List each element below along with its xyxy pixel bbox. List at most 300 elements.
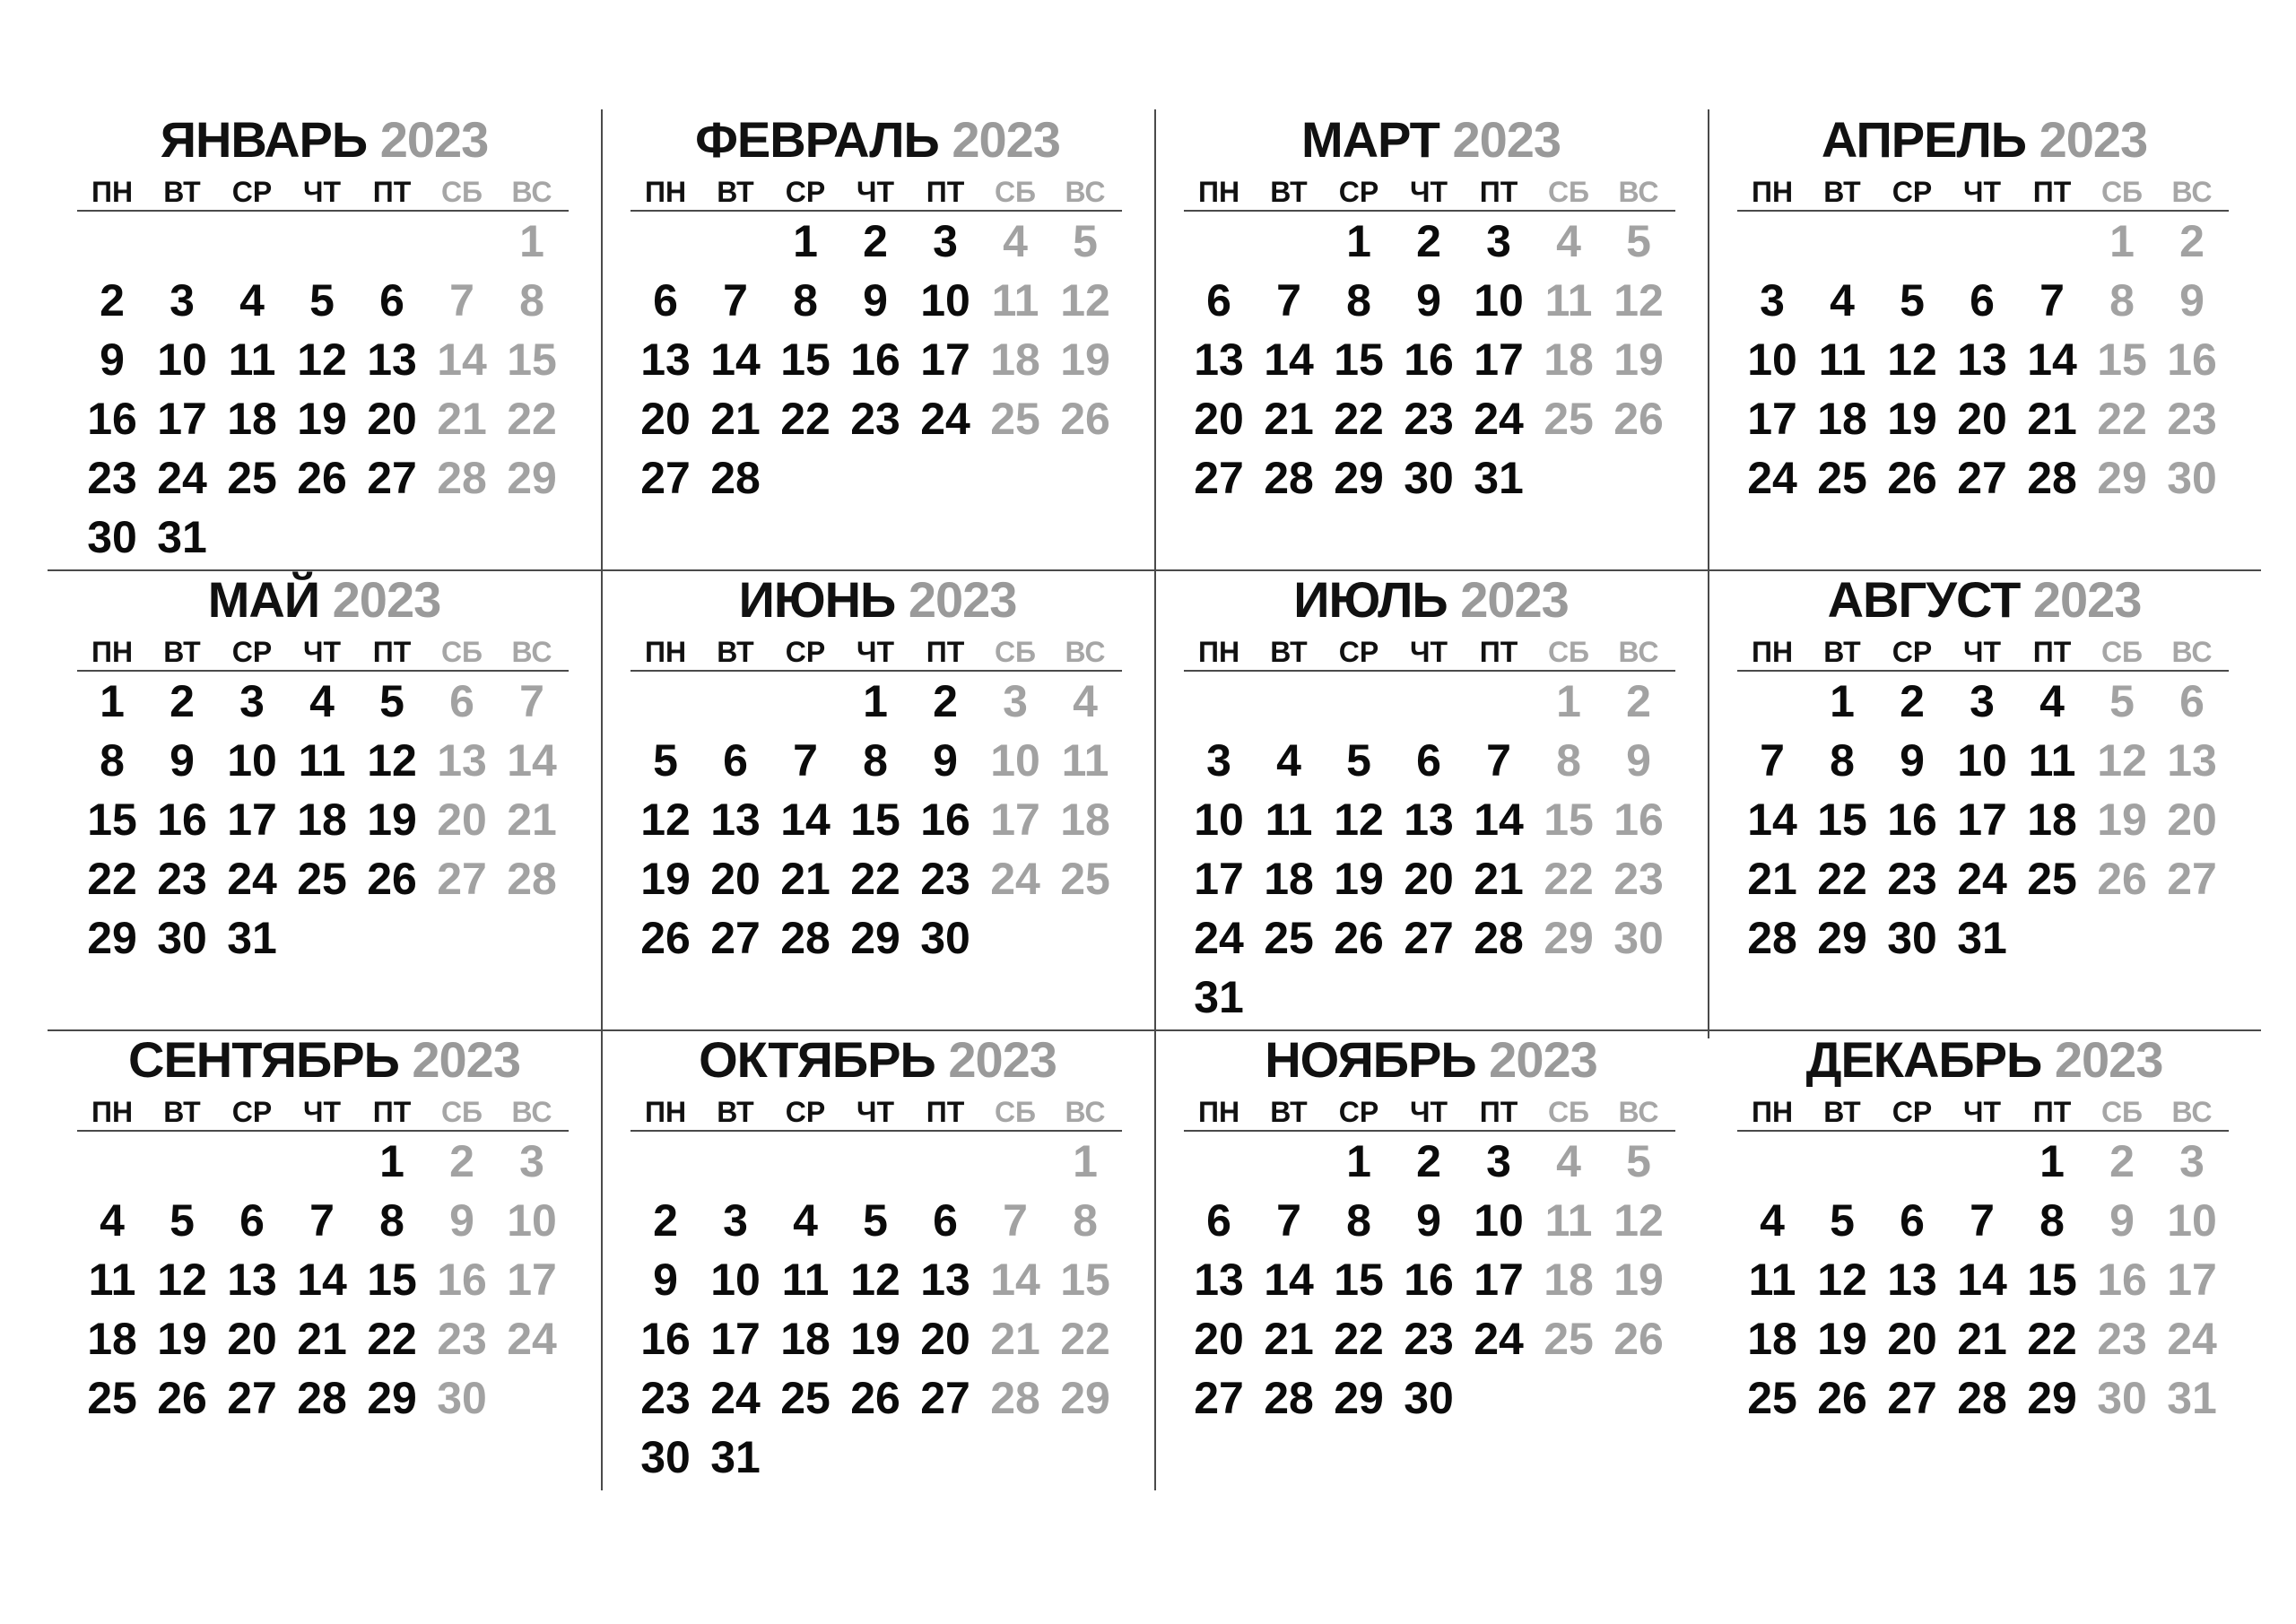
weekday-label: ВТ — [163, 636, 201, 668]
day-cell: 19 — [850, 1314, 900, 1364]
weekday-label: СР — [1892, 176, 1933, 208]
day-cell: 16 — [2167, 334, 2217, 385]
day-cell: 20 — [1957, 394, 2007, 444]
day-cell: 13 — [2167, 735, 2217, 786]
weekday-label: ЧТ — [856, 1096, 895, 1128]
month-name: СЕНТЯБРЬ — [128, 1031, 399, 1088]
weekday-label: ВС — [1618, 636, 1659, 668]
day-cell: 5 — [1830, 1195, 1855, 1246]
day-cell: 7 — [723, 275, 748, 326]
day-cell: 28 — [780, 913, 831, 963]
weekday-label: ПТ — [1479, 1096, 1518, 1128]
day-cell: 19 — [367, 795, 417, 845]
day-cell: 15 — [2027, 1255, 2077, 1305]
day-cell: 28 — [1747, 913, 1797, 963]
day-cell: 28 — [710, 453, 761, 503]
weekday-label: ПН — [1751, 636, 1794, 668]
day-cell: 29 — [367, 1373, 417, 1423]
day-cell: 22 — [2027, 1314, 2077, 1364]
month-year: 2023 — [908, 571, 1017, 628]
day-cell: 24 — [157, 453, 207, 503]
day-cell: 29 — [1544, 913, 1594, 963]
day-cell: 19 — [1613, 1255, 1664, 1305]
day-cell: 5 — [170, 1195, 195, 1246]
month-block — [1154, 109, 1708, 569]
day-cell: 11 — [781, 1255, 830, 1305]
day-cell: 20 — [367, 394, 417, 444]
weekday-label: ПТ — [926, 636, 965, 668]
day-cell: 22 — [850, 854, 900, 904]
day-cell: 23 — [87, 453, 137, 503]
day-cell: 21 — [1264, 394, 1314, 444]
day-cell: 14 — [1264, 1255, 1314, 1305]
day-cell: 5 — [1900, 275, 1925, 326]
day-cell: 23 — [640, 1373, 691, 1423]
day-cell: 6 — [239, 1195, 265, 1246]
day-cell: 31 — [1194, 972, 1244, 1022]
day-cell: 2 — [933, 676, 958, 726]
day-cell: 31 — [710, 1432, 761, 1482]
day-cell: 11 — [88, 1255, 136, 1305]
day-cell: 21 — [780, 854, 831, 904]
day-cell: 9 — [933, 735, 958, 786]
day-cell: 25 — [1060, 854, 1110, 904]
day-cell: 12 — [1613, 1195, 1664, 1246]
day-cell: 10 — [1474, 1195, 1524, 1246]
day-cell: 24 — [920, 394, 970, 444]
day-cell: 19 — [297, 394, 347, 444]
month-block — [1708, 1029, 2261, 1489]
day-cell: 24 — [1194, 913, 1244, 963]
day-cell: 5 — [653, 735, 678, 786]
day-cell: 5 — [1626, 216, 1651, 266]
day-cell: 10 — [1957, 735, 2007, 786]
day-cell: 13 — [640, 334, 691, 385]
day-cell: 6 — [1900, 1195, 1925, 1246]
day-cell: 16 — [2097, 1255, 2147, 1305]
day-cell: 25 — [1264, 913, 1314, 963]
day-cell: 15 — [1334, 1255, 1384, 1305]
weekday-label: ЧТ — [1962, 176, 2002, 208]
weekday-label: ПТ — [926, 1096, 965, 1128]
day-cell: 4 — [1073, 676, 1098, 726]
day-cell: 6 — [1206, 275, 1231, 326]
month-block — [601, 109, 1154, 569]
day-cell: 21 — [710, 394, 761, 444]
weekday-label: ВТ — [1270, 1096, 1308, 1128]
day-cell: 3 — [519, 1136, 544, 1186]
month-title — [1154, 569, 1708, 630]
day-cell: 28 — [1264, 1373, 1314, 1423]
day-cell: 24 — [507, 1314, 557, 1364]
weekday-label: ПН — [91, 1096, 134, 1128]
day-cell: 20 — [1404, 854, 1454, 904]
day-cell: 17 — [1474, 1255, 1524, 1305]
day-cell: 13 — [227, 1255, 277, 1305]
day-cell: 18 — [2027, 795, 2077, 845]
day-cell: 31 — [1474, 453, 1524, 503]
day-cell: 10 — [227, 735, 277, 786]
day-cell: 1 — [519, 216, 544, 266]
weekday-label: ВС — [2171, 176, 2213, 208]
weekday-label: СР — [1892, 1096, 1933, 1128]
day-cell: 7 — [793, 735, 818, 786]
day-cell: 18 — [1544, 334, 1594, 385]
day-cell: 27 — [640, 453, 691, 503]
day-cell: 24 — [227, 854, 277, 904]
day-cell: 3 — [1970, 676, 1995, 726]
day-cell: 13 — [1957, 334, 2007, 385]
weekday-label: СБ — [994, 636, 1037, 668]
day-cell: 26 — [1060, 394, 1110, 444]
day-cell: 27 — [2167, 854, 2217, 904]
month-block — [1154, 1029, 1708, 1489]
day-cell: 30 — [87, 512, 137, 562]
day-cell: 4 — [793, 1195, 818, 1246]
day-cell: 18 — [297, 795, 347, 845]
day-cell: 17 — [920, 334, 970, 385]
day-cell: 19 — [1613, 334, 1664, 385]
day-cell: 8 — [1073, 1195, 1098, 1246]
day-cell: 17 — [157, 394, 207, 444]
day-cell: 18 — [1544, 1255, 1594, 1305]
day-cell: 18 — [1060, 795, 1110, 845]
day-cell: 30 — [437, 1373, 487, 1423]
day-cell: 10 — [920, 275, 970, 326]
day-cell: 14 — [710, 334, 761, 385]
day-cell: 1 — [1556, 676, 1581, 726]
day-cell: 3 — [170, 275, 195, 326]
day-cell: 22 — [1334, 1314, 1384, 1364]
weekday-label: ВС — [1065, 636, 1106, 668]
weekday-label: ПН — [1197, 1096, 1240, 1128]
day-cell: 15 — [780, 334, 831, 385]
day-cell: 14 — [1957, 1255, 2007, 1305]
day-cell: 18 — [780, 1314, 831, 1364]
day-cell: 10 — [990, 735, 1040, 786]
day-cell: 31 — [2167, 1373, 2217, 1423]
day-cell: 9 — [1900, 735, 1925, 786]
day-cell: 1 — [2109, 216, 2135, 266]
weekday-label: ПН — [644, 636, 687, 668]
day-cell: 15 — [850, 795, 900, 845]
weekday-label: СБ — [440, 176, 483, 208]
day-cell: 6 — [379, 275, 404, 326]
day-cell: 4 — [309, 676, 335, 726]
day-cell: 16 — [437, 1255, 487, 1305]
weekday-label: ВТ — [717, 1096, 754, 1128]
day-cell: 18 — [990, 334, 1040, 385]
day-cell: 22 — [1060, 1314, 1110, 1364]
month-title — [1154, 1029, 1708, 1090]
day-cell: 18 — [1817, 394, 1867, 444]
day-cell: 9 — [1416, 275, 1441, 326]
day-cell: 11 — [1061, 735, 1109, 786]
day-cell: 11 — [1544, 1195, 1593, 1246]
month-title — [601, 1029, 1154, 1090]
day-cell: 6 — [723, 735, 748, 786]
day-cell: 20 — [710, 854, 761, 904]
weekday-label: ВС — [2171, 1096, 2213, 1128]
day-cell: 16 — [1613, 795, 1664, 845]
day-cell: 7 — [449, 275, 474, 326]
day-cell: 26 — [367, 854, 417, 904]
day-cell: 13 — [1887, 1255, 1937, 1305]
weekday-label: ПН — [91, 176, 134, 208]
month-name: ОКТЯБРЬ — [699, 1031, 935, 1088]
weekday-header — [77, 1094, 569, 1132]
day-cell: 10 — [1194, 795, 1244, 845]
month-title — [48, 569, 601, 630]
day-cell: 23 — [437, 1314, 487, 1364]
day-cell: 25 — [1817, 453, 1867, 503]
day-cell: 14 — [297, 1255, 347, 1305]
day-cell: 27 — [367, 453, 417, 503]
day-cell: 27 — [1194, 1373, 1244, 1423]
day-cell: 27 — [920, 1373, 970, 1423]
month-name: ФЕВРАЛЬ — [695, 111, 939, 168]
month-block — [1708, 109, 2261, 569]
day-cell: 7 — [1486, 735, 1511, 786]
weekday-label: ВС — [1618, 1096, 1659, 1128]
day-cell: 8 — [100, 735, 125, 786]
day-cell: 13 — [920, 1255, 970, 1305]
day-cell: 31 — [1957, 913, 2007, 963]
day-cell: 21 — [1264, 1314, 1314, 1364]
month-name: ДЕКАБРЬ — [1805, 1031, 2042, 1088]
day-cell: 12 — [640, 795, 691, 845]
day-cell: 3 — [723, 1195, 748, 1246]
day-cell: 30 — [2167, 453, 2217, 503]
day-cell: 22 — [367, 1314, 417, 1364]
month-year: 2023 — [948, 1031, 1057, 1088]
month-name: АВГУСТ — [1827, 571, 2021, 628]
day-cell: 4 — [1760, 1195, 1785, 1246]
day-cell: 12 — [157, 1255, 207, 1305]
day-cell: 22 — [507, 394, 557, 444]
weekday-label: ПТ — [1479, 636, 1518, 668]
day-cell: 21 — [1747, 854, 1797, 904]
day-cell: 30 — [1887, 913, 1937, 963]
day-cell: 26 — [640, 913, 691, 963]
day-cell: 7 — [2039, 275, 2065, 326]
weekday-label: ЧТ — [1962, 1096, 2002, 1128]
weekday-label: ПТ — [1479, 176, 1518, 208]
day-cell: 28 — [297, 1373, 347, 1423]
day-cell: 21 — [1957, 1314, 2007, 1364]
day-cell: 1 — [1073, 1136, 1098, 1186]
weekday-label: СБ — [1547, 1096, 1590, 1128]
weekday-label: ПТ — [2032, 176, 2072, 208]
weekday-header — [1184, 634, 1675, 672]
weekday-label: ЧТ — [1409, 636, 1448, 668]
day-cell: 15 — [2097, 334, 2147, 385]
day-cell: 17 — [1957, 795, 2007, 845]
day-cell: 17 — [1194, 854, 1244, 904]
day-cell: 26 — [1887, 453, 1937, 503]
day-cell: 5 — [863, 1195, 888, 1246]
day-cell: 1 — [863, 676, 888, 726]
day-cell: 8 — [1556, 735, 1581, 786]
day-cell: 3 — [239, 676, 265, 726]
weekday-label: ПН — [1197, 636, 1240, 668]
day-cell: 13 — [710, 795, 761, 845]
day-cell: 7 — [1970, 1195, 1995, 1246]
day-cell: 12 — [1887, 334, 1937, 385]
weekday-header — [1737, 174, 2229, 212]
day-cell: 9 — [863, 275, 888, 326]
weekday-label: ВС — [511, 1096, 552, 1128]
weekday-label: СР — [1338, 176, 1379, 208]
day-cell: 18 — [1264, 854, 1314, 904]
day-cell: 3 — [2179, 1136, 2205, 1186]
weekday-label: СР — [785, 636, 826, 668]
weekday-label: ВС — [1065, 176, 1106, 208]
day-cell: 5 — [1626, 1136, 1651, 1186]
day-cell: 31 — [157, 512, 207, 562]
day-cell: 30 — [1613, 913, 1664, 963]
day-cell: 15 — [507, 334, 557, 385]
day-cell: 15 — [1817, 795, 1867, 845]
day-cell: 2 — [1900, 676, 1925, 726]
day-cell: 4 — [1830, 275, 1855, 326]
weekday-label: ЧТ — [856, 636, 895, 668]
day-cell: 12 — [2097, 735, 2147, 786]
day-cell: 16 — [640, 1314, 691, 1364]
day-cell: 14 — [990, 1255, 1040, 1305]
month-title — [1708, 109, 2261, 170]
day-cell: 29 — [1060, 1373, 1110, 1423]
weekday-header — [77, 634, 569, 672]
day-cell: 2 — [1626, 676, 1651, 726]
weekday-label: ЧТ — [302, 1096, 342, 1128]
day-cell: 31 — [227, 913, 277, 963]
day-cell: 22 — [1817, 854, 1867, 904]
day-cell: 29 — [850, 913, 900, 963]
day-cell: 29 — [1334, 1373, 1384, 1423]
day-cell: 10 — [507, 1195, 557, 1246]
month-year: 2023 — [2039, 111, 2148, 168]
day-cell: 22 — [87, 854, 137, 904]
weekday-label: ПТ — [2032, 1096, 2072, 1128]
day-cell: 24 — [1747, 453, 1797, 503]
month-year: 2023 — [1489, 1031, 1597, 1088]
day-cell: 23 — [850, 394, 900, 444]
day-cell: 12 — [297, 334, 347, 385]
day-cell: 21 — [507, 795, 557, 845]
day-cell: 30 — [1404, 453, 1454, 503]
day-cell: 30 — [1404, 1373, 1454, 1423]
weekday-label: СР — [785, 176, 826, 208]
day-cell: 4 — [1556, 216, 1581, 266]
day-cell: 10 — [1747, 334, 1797, 385]
weekday-header — [1737, 1094, 2229, 1132]
month-block — [48, 569, 601, 1029]
day-cell: 14 — [2027, 334, 2077, 385]
day-cell: 22 — [1334, 394, 1384, 444]
day-cell: 25 — [990, 394, 1040, 444]
day-cell: 26 — [1613, 394, 1664, 444]
day-cell: 19 — [2097, 795, 2147, 845]
day-cell: 11 — [1818, 334, 1866, 385]
month-year: 2023 — [1452, 111, 1561, 168]
day-cell: 24 — [1474, 394, 1524, 444]
day-cell: 23 — [157, 854, 207, 904]
day-cell: 28 — [507, 854, 557, 904]
day-cell: 14 — [780, 795, 831, 845]
day-cell: 1 — [1346, 216, 1371, 266]
day-cell: 21 — [990, 1314, 1040, 1364]
day-cell: 3 — [1486, 1136, 1511, 1186]
weekday-label: ВС — [511, 636, 552, 668]
day-cell: 6 — [449, 676, 474, 726]
day-cell: 16 — [1404, 334, 1454, 385]
day-cell: 30 — [2097, 1373, 2147, 1423]
month-year: 2023 — [1460, 571, 1569, 628]
day-cell: 25 — [87, 1373, 137, 1423]
weekday-label: ПН — [1197, 176, 1240, 208]
day-cell: 3 — [933, 216, 958, 266]
day-cell: 11 — [1544, 275, 1593, 326]
weekday-label: СР — [1338, 636, 1379, 668]
day-cell: 1 — [100, 676, 125, 726]
day-cell: 20 — [1194, 1314, 1244, 1364]
day-cell: 28 — [437, 453, 487, 503]
day-cell: 12 — [367, 735, 417, 786]
day-cell: 8 — [1346, 1195, 1371, 1246]
year-calendar — [48, 109, 2261, 1490]
day-cell: 19 — [1887, 394, 1937, 444]
weekday-label: СБ — [2100, 176, 2144, 208]
day-cell: 6 — [2179, 676, 2205, 726]
day-cell: 6 — [1970, 275, 1995, 326]
month-year: 2023 — [952, 111, 1060, 168]
day-cell: 26 — [1613, 1314, 1664, 1364]
weekday-label: ВТ — [1823, 1096, 1861, 1128]
day-cell: 26 — [1334, 913, 1384, 963]
weekday-label: СБ — [440, 1096, 483, 1128]
weekday-label: ВС — [1618, 176, 1659, 208]
weekday-label: ПН — [91, 636, 134, 668]
day-cell: 16 — [920, 795, 970, 845]
day-cell: 15 — [1544, 795, 1594, 845]
day-cell: 26 — [1817, 1373, 1867, 1423]
day-cell: 8 — [519, 275, 544, 326]
day-cell: 21 — [2027, 394, 2077, 444]
month-block — [48, 109, 601, 569]
month-title — [601, 109, 1154, 170]
month-name: АПРЕЛЬ — [1821, 111, 2027, 168]
day-cell: 4 — [2039, 676, 2065, 726]
month-year: 2023 — [379, 111, 489, 168]
day-cell: 8 — [379, 1195, 404, 1246]
day-cell: 1 — [793, 216, 818, 266]
day-cell: 28 — [1957, 1373, 2007, 1423]
day-cell: 18 — [1747, 1314, 1797, 1364]
day-cell: 25 — [297, 854, 347, 904]
day-cell: 12 — [1060, 275, 1110, 326]
weekday-header — [1184, 1094, 1675, 1132]
day-cell: 29 — [1334, 453, 1384, 503]
day-cell: 19 — [640, 854, 691, 904]
day-cell: 2 — [653, 1195, 678, 1246]
day-cell: 25 — [2027, 854, 2077, 904]
day-cell: 6 — [933, 1195, 958, 1246]
day-cell: 14 — [1474, 795, 1524, 845]
month-block — [601, 1029, 1154, 1489]
day-cell: 10 — [157, 334, 207, 385]
day-cell: 13 — [1194, 334, 1244, 385]
